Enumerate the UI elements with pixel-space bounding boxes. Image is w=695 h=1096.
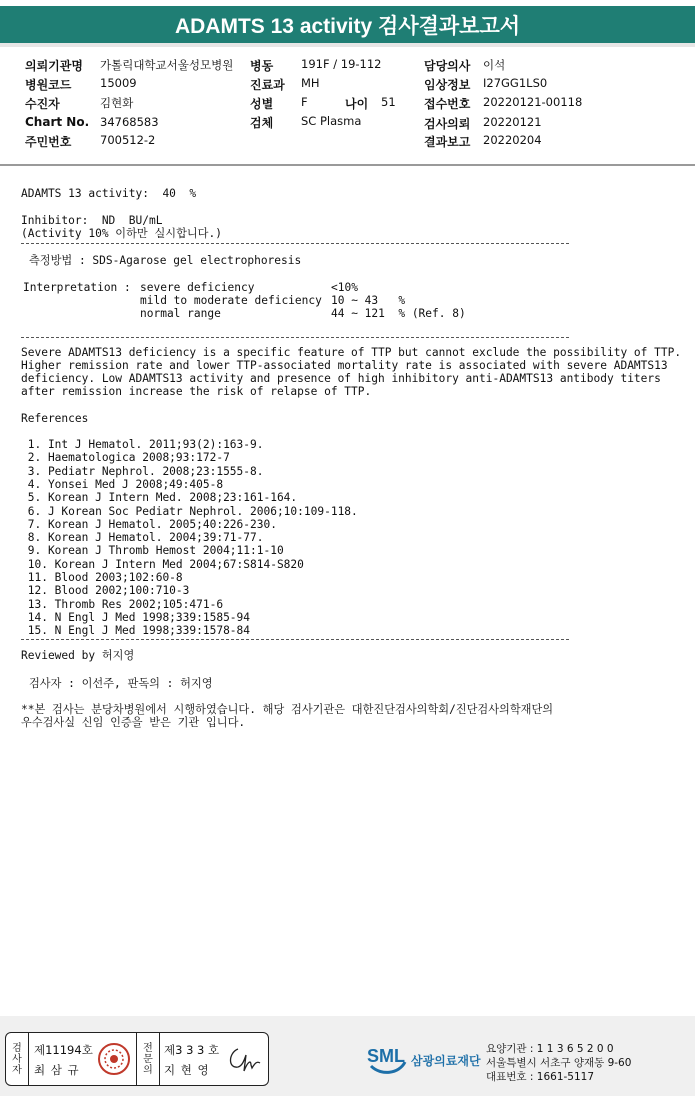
- label-hospital-code: 병원코드: [25, 78, 72, 92]
- specialist-name: 지 현 영: [164, 1063, 210, 1077]
- divider-3: [21, 639, 569, 640]
- notice-line-2: 우수검사실 신임 인증을 받은 기관 입니다.: [21, 716, 246, 729]
- comment-line-4: after remission increase the risk of relapse of TTP.: [21, 385, 372, 398]
- value-ward: 191F / 19-112: [301, 57, 382, 71]
- report-title: ADAMTS 13 activity 검사결과보고서: [0, 6, 695, 47]
- label-clinical-info: 임상정보: [424, 78, 471, 92]
- label-sex: 성별: [250, 97, 274, 111]
- reference-item: 4. Yonsei Med J 2008;49:405-8: [21, 477, 224, 491]
- reference-item: 6. J Korean Soc Pediatr Nephrol. 2006;10:109-118.: [21, 504, 358, 518]
- reference-item: 10. Korean J Intern Med 2004;67:S814-S820: [21, 557, 304, 571]
- phone: 대표번호 : 1661-5117: [486, 1071, 595, 1083]
- references-title: References: [21, 412, 89, 425]
- interp-severe-name: severe deficiency: [140, 281, 255, 294]
- divider-2: [21, 337, 569, 338]
- signature-icon: [224, 1043, 264, 1075]
- label-chart-no: Chart No.: [25, 115, 90, 129]
- value-requester: 가톨릭대학교서울성모병원: [100, 58, 234, 72]
- interp-normal-name: normal range: [140, 307, 221, 320]
- facility-code: 요양기관 : 1 1 3 6 5 2 0 0: [486, 1043, 614, 1055]
- value-sex: F: [301, 95, 308, 109]
- label-patient: 수진자: [25, 97, 60, 111]
- specialist-cert-no: 제3 3 3 호: [164, 1043, 220, 1057]
- method-text: 측정방법 : SDS-Agarose gel electrophoresis: [29, 254, 302, 267]
- footer: [0, 1016, 695, 1096]
- reference-item: 11. Blood 2003;102:60-8: [21, 571, 183, 584]
- examiner-line: 검사자 : 이선주, 판독의 : 허지영: [29, 677, 213, 690]
- patient-info-table: [0, 50, 695, 163]
- value-request-date: 20220121: [483, 115, 542, 129]
- reference-item: 3. Pediatr Nephrol. 2008;23:1555-8.: [21, 464, 264, 478]
- inhibitor-note: (Activity 10% 이하만 실시합니다.): [21, 227, 222, 240]
- label-specimen: 검체: [250, 116, 274, 130]
- value-report-date: 20220204: [483, 133, 542, 147]
- reference-item: 12. Blood 2002;100:710-3: [21, 584, 190, 598]
- certification-box: [5, 1032, 269, 1086]
- value-hospital-code: 15009: [100, 76, 137, 90]
- divider-1: [21, 243, 569, 244]
- label-report-date: 결과보고: [424, 135, 471, 149]
- value-resident-no: 700512-2: [100, 133, 156, 147]
- value-accession-no: 20220121-00118: [483, 95, 583, 109]
- reviewed-by: Reviewed by 허지영: [21, 649, 135, 662]
- label-doctor: 담당의사: [424, 59, 471, 73]
- reference-item: 9. Korean J Thromb Hemost 2004;11:1-10: [21, 544, 284, 558]
- value-clinical-info: I27GG1LS0: [483, 76, 548, 90]
- svg-text:SML: SML: [367, 1046, 405, 1066]
- value-age: 51: [381, 95, 396, 109]
- value-doctor: 이석: [483, 58, 506, 72]
- label-requester: 의뢰기관명: [25, 59, 83, 73]
- reference-item: 15. N Engl J Med 1998;339:1578-84: [21, 624, 251, 638]
- label-ward: 병동: [250, 59, 274, 73]
- notice-line-1: **본 검사는 분당차병원에서 시행하였습니다. 해당 검사기관은 대한진단검사의학회/진단검사의학재단의: [21, 703, 554, 716]
- reference-item: 7. Korean J Hematol. 2005;40:226-230.: [21, 517, 277, 531]
- value-specimen: SC Plasma: [301, 114, 362, 128]
- address: 서울특별시 서초구 양재동 9-60: [486, 1057, 632, 1069]
- header-divider: [0, 164, 695, 166]
- interp-severe-value: <10%: [331, 281, 358, 294]
- reference-item: 13. Thromb Res 2002;105:471-6: [21, 597, 224, 611]
- interp-mild-value: 10 ~ 43 %: [331, 294, 406, 307]
- comment-line-2: Higher remission rate and lower TTP-associated mortality rate is associated with severe ADAMTS13: [21, 359, 668, 372]
- examiner-vertical-label: 검 사 자: [6, 1033, 29, 1085]
- label-resident-no: 주민번호: [25, 135, 72, 149]
- reference-item: 8. Korean J Hematol. 2004;39:71-77.: [21, 531, 264, 545]
- label-department: 진료과: [250, 78, 285, 92]
- value-patient: 김현화: [100, 96, 134, 110]
- seal-stamp-icon: [96, 1041, 132, 1077]
- label-age: 나이: [345, 97, 369, 111]
- reference-item: 2. Haematologica 2008;93:172-7: [21, 451, 230, 465]
- value-department: MH: [301, 76, 320, 90]
- reference-item: 1. Int J Hematol. 2011;93(2):163-9.: [21, 438, 264, 451]
- comment-line-1: Severe ADAMTS13 deficiency is a specific feature of TTP but cannot exclude the possibility of TTP.: [21, 346, 682, 359]
- sml-logo-icon: [365, 1036, 409, 1078]
- value-chart-no: 34768583: [100, 115, 159, 129]
- examiner-name: 최 삼 규: [34, 1063, 80, 1077]
- reference-item: 5. Korean J Intern Med. 2008;23:161-164.: [21, 491, 298, 505]
- inhibitor-result: Inhibitor: ND BU/mL: [21, 214, 163, 227]
- reference-item: 14. N Engl J Med 1998;339:1585-94: [21, 610, 251, 624]
- specialist-vertical-label: 전 문 의: [136, 1033, 160, 1085]
- comment-line-3: deficiency. Low ADAMTS13 activity and presence of high inhibitory anti-ADAMTS13 antibody titers: [21, 372, 661, 385]
- label-accession-no: 접수번호: [424, 97, 471, 111]
- label-request-date: 검사의뢰: [424, 117, 471, 131]
- interp-normal-value: 44 ~ 121 % (Ref. 8): [331, 307, 466, 320]
- activity-result: ADAMTS 13 activity: 40 %: [21, 187, 197, 200]
- org-name: 삼광의료재단: [411, 1054, 481, 1068]
- interpretation-label: Interpretation :: [23, 281, 131, 294]
- examiner-cert-no: 제11194호: [34, 1043, 93, 1057]
- interp-mild-name: mild to moderate deficiency: [140, 294, 322, 307]
